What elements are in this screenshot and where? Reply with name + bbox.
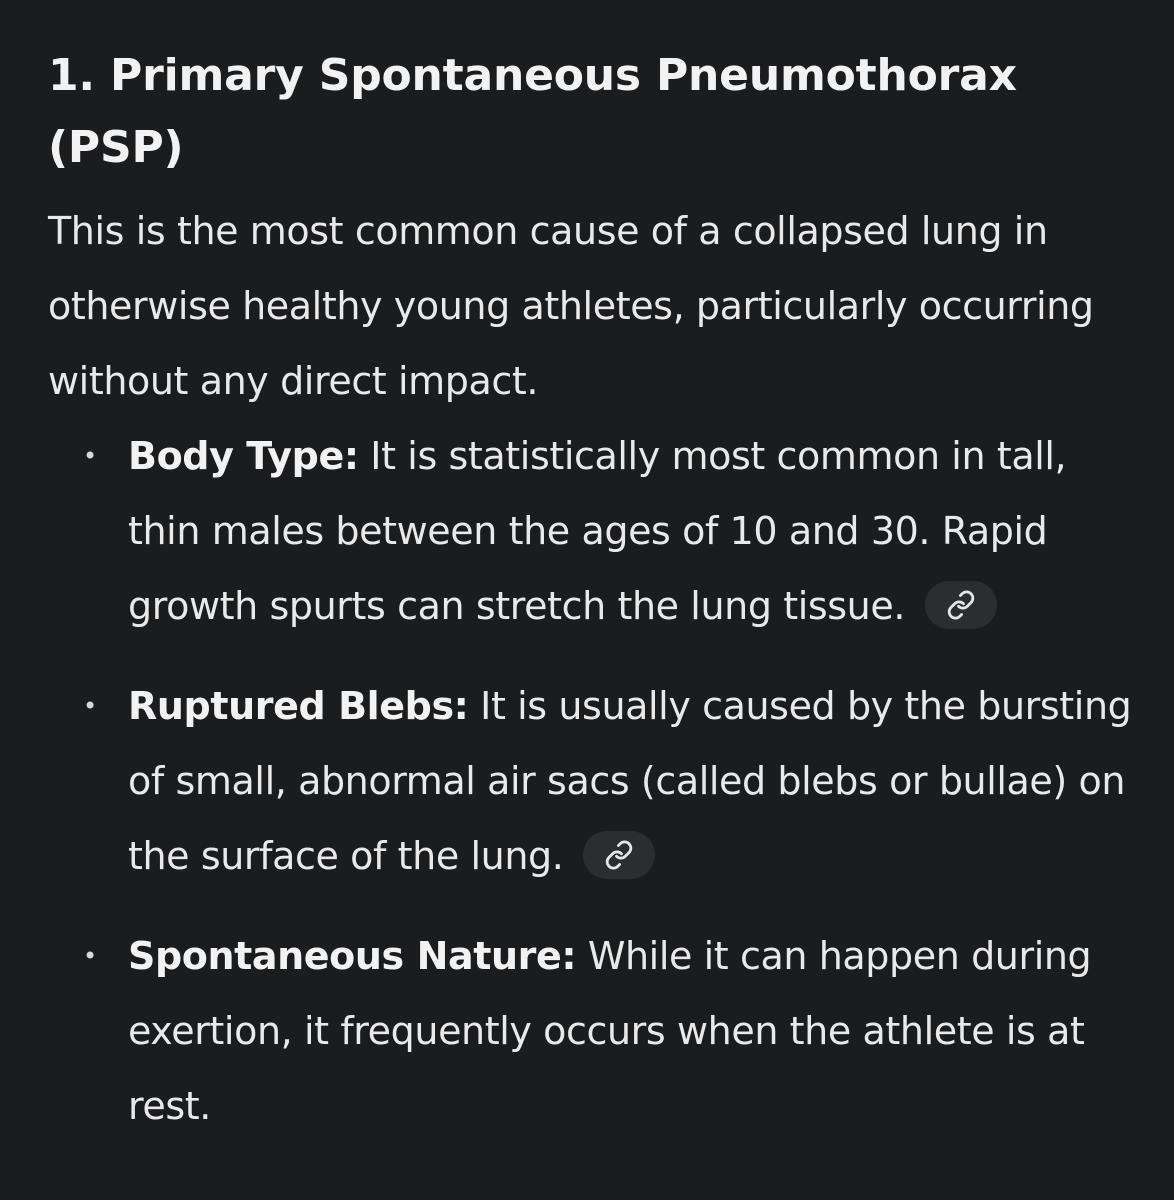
list-item-ruptured-blebs — [48, 669, 1148, 894]
source-link-button[interactable] — [925, 581, 997, 629]
bullet-text: It is statistically most common in tall, thin males between the ages of 10 and 30. Rapid growth spurts can stretch the lung tissue. — [128, 434, 1067, 628]
bullet-marker: • — [83, 442, 97, 470]
list-item-spontaneous-nature — [48, 919, 1148, 1144]
response-content — [48, 40, 1148, 1144]
section-heading: 1. Primary Spontaneous Pneumothorax (PSP) — [48, 50, 1017, 173]
bullet-marker: • — [83, 692, 97, 720]
link-icon — [946, 590, 976, 620]
bullet-text: While it can happen during exertion, it frequently occurs when the athlete is at rest. — [128, 934, 1092, 1128]
bullet-term: Ruptured Blebs: — [128, 684, 469, 728]
intro-paragraph: This is the most common cause of a collapsed lung in otherwise healthy young athletes, particularly occurring without any direct impact. — [48, 209, 1094, 403]
bullet-term: Spontaneous Nature: — [128, 934, 577, 978]
bullet-marker: • — [83, 942, 97, 970]
link-icon — [604, 840, 634, 870]
list-item-body-type — [48, 419, 1148, 644]
bullet-text: It is usually caused by the bursting of small, abnormal air sacs (called blebs or bullae) on the surface of the lung. — [128, 684, 1132, 878]
bullet-term: Body Type: — [128, 434, 359, 478]
bullet-list — [48, 419, 1148, 1144]
source-link-button[interactable] — [583, 831, 655, 879]
